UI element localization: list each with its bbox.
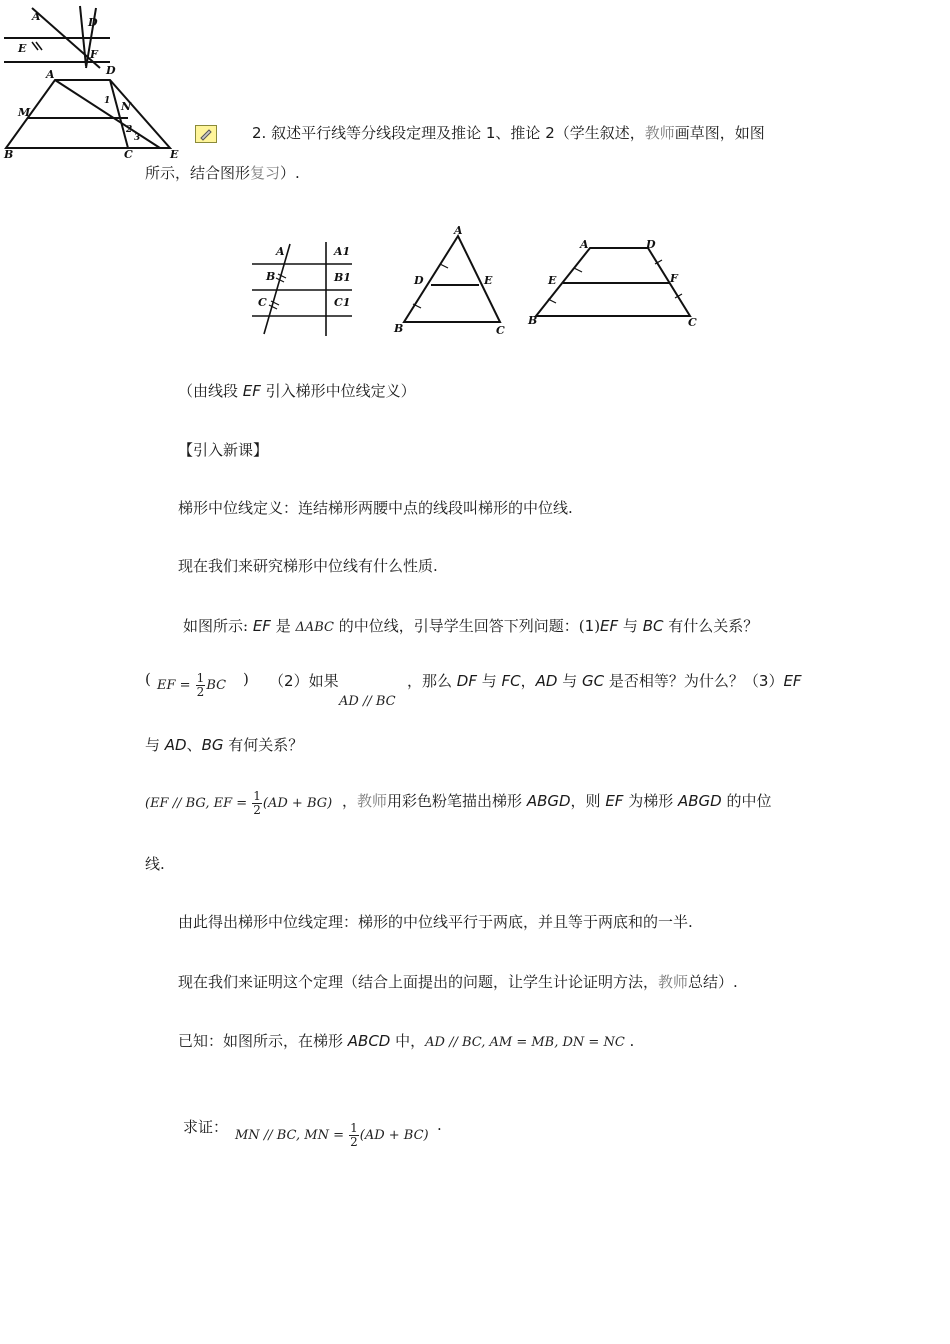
top-label: 2 — [126, 125, 133, 135]
study-text: 现在我们来研究梯形中位线有什么性质. — [178, 557, 438, 575]
fig1-label: A — [276, 245, 285, 258]
formula-ef-half-bc: EF = $\frac{1}{2}$ BC — [157, 671, 227, 699]
fig2-label: E — [484, 274, 493, 287]
formula-ad-parallel-bc: AD // BC — [339, 694, 396, 709]
top-label: 3 — [134, 133, 141, 143]
parallel-lines-figure — [248, 238, 358, 338]
question-line-2: ( EF = $\frac{1}{2}$ BC ) （2）如果 AD // BC ，那么 DF 与 FC，AD 与 GC 是否相等？为什么？（3）EF — [145, 670, 802, 709]
item-number: 2 — [252, 124, 262, 142]
triangle-figure — [390, 222, 515, 340]
ef-intro: （由线段 EF 引入梯形中位线定义） — [178, 382, 416, 400]
prove-line: 求证： MN // BC, MN = $\frac{1}{2}$ (AD + BC) . — [183, 1116, 442, 1149]
fig3-label: B — [528, 314, 538, 327]
formula-ef-half-ad-bg: (EF // BG, EF = $\frac{1}{2}$ (AD + BG) — [145, 789, 333, 817]
review-line-2: 所示，结合图形复习）. — [145, 164, 300, 182]
fig3-label: D — [646, 238, 656, 251]
formula-given: AD // BC, AM = MB, DN = NC — [425, 1035, 625, 1050]
formula-mn-half-ad-bc: MN // BC, MN = $\frac{1}{2}$ (AD + BC) — [235, 1121, 429, 1149]
answer-line-2: 线. — [145, 855, 165, 873]
top-label: E — [18, 42, 27, 55]
fig1-label: B1 — [334, 271, 351, 284]
pencil-icon[interactable] — [195, 125, 217, 143]
review-line-1: 2. 叙述平行线等分线段定理及推论 1、推论 2（学生叙述，教师画草图，如图 — [252, 124, 765, 142]
top-label: B — [4, 148, 14, 160]
question-line-1: 如图所示: EF 是 ΔABC 的中位线，引导学生回答下列问题：(1)EF 与 BC 有什么关系？ — [183, 617, 759, 635]
trapezoid-figure — [526, 236, 706, 336]
top-label: C — [124, 148, 133, 160]
top-label: 1 — [104, 96, 111, 106]
top-label: N — [121, 100, 132, 113]
given-text: 已知：如图所示，在梯形 ABCD 中，AD // BC, AM = MB, DN = NC . — [178, 1032, 635, 1050]
fig1-label: C — [258, 296, 267, 309]
fig1-label: A1 — [334, 245, 351, 258]
fig3-label: A — [580, 238, 589, 251]
top-label: D — [88, 16, 98, 29]
top-label: M — [18, 106, 31, 119]
answer-line: (EF // BG, EF = $\frac{1}{2}$ (AD + BG) ，教师用彩色粉笔描出梯形 ABGD，则 EF 为梯形 ABGD 的中位 — [145, 789, 772, 817]
top-label: F — [90, 48, 98, 61]
fig2-label: B — [394, 322, 404, 335]
fig3-label: F — [670, 272, 678, 285]
section-heading: 【引入新课】 — [178, 441, 269, 459]
theorem-text: 由此得出梯形中位线定理：梯形的中位线平行于两底，并且等于两底和的一半. — [178, 913, 693, 931]
top-trapezoid-figure — [0, 0, 180, 160]
fig2-label: A — [454, 224, 463, 237]
fig3-label: C — [688, 316, 697, 329]
fig1-label: C1 — [334, 296, 351, 309]
top-label: D — [106, 64, 116, 77]
top-label: E — [170, 148, 179, 160]
fig3-label: E — [548, 274, 557, 287]
fig2-label: D — [414, 274, 424, 287]
question-line-3: 与 AD、BG 有何关系？ — [145, 736, 304, 754]
definition-text: 梯形中位线定义：连结梯形两腰中点的线段叫梯形的中位线. — [178, 499, 573, 517]
top-label: A — [32, 10, 41, 23]
prove-intro: 现在我们来证明这个定理（结合上面提出的问题，让学生计论证明方法，教师总结）. — [178, 973, 738, 991]
top-label: A — [46, 68, 55, 81]
fig2-label: C — [496, 324, 505, 337]
fig1-label: B — [266, 270, 276, 283]
